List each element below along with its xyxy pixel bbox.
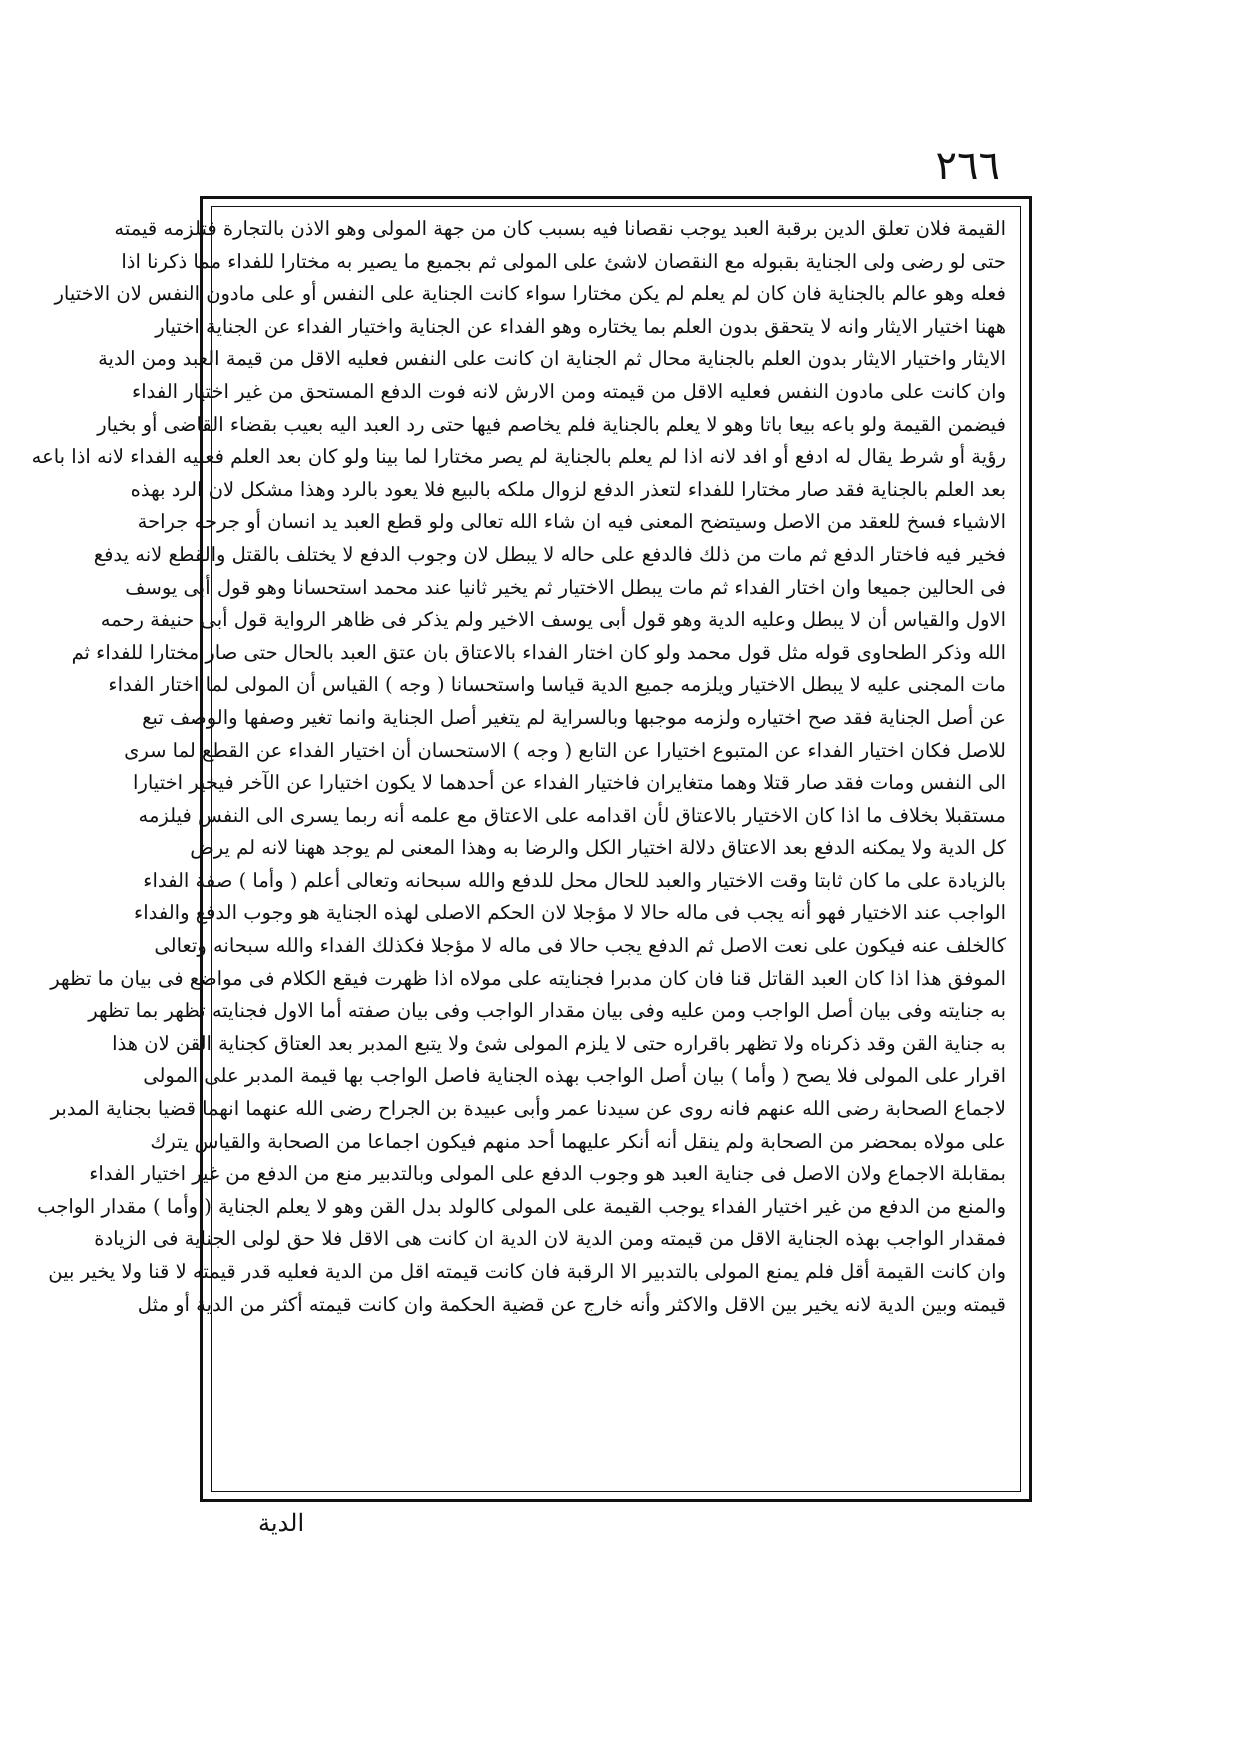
text-line: رؤية أو شرط يقال له ادفع أو افد لانه اذا لم يعلم بالجناية لم يصر مختارا لما بينا ولو كان بعد العلم فعليه الفداء لانه اذا باعه bbox=[31, 445, 1006, 469]
page-frame-inner bbox=[31, 206, 1021, 1492]
text-body bbox=[31, 213, 1006, 1485]
text-line: كالخلف عنه فيكون على نعت الاصل ثم الدفع يجب حالا فى ماله لا مؤجلا فكذلك الفداء والله سبحانه وتعالى bbox=[154, 934, 1006, 958]
text-line: للاصل فكان اختيار الفداء عن المتبوع اختيارا عن التابع ( وجه ) الاستحسان أن اختيار الفداء عن القطع لما سرى bbox=[124, 738, 1006, 762]
text-line: الله وذكر الطحاوى قوله مثل قول محمد ولو كان اختار الفداء بالاعتاق بان عتق العبد بالحال حتى صار مختارا للفداء ثم bbox=[71, 640, 1006, 664]
text-line: والمنع من الدفع من غير اختيار الفداء يوجب القيمة على المولى كالولد بدل القن وهو لا يعلم الجناية ( وأما ) مقدار الواجب bbox=[37, 1194, 1006, 1218]
text-line: فخير فيه فاختار الدفع ثم مات من ذلك فالدفع على حاله لا يبطل لان وجوب الدفع لا يختلف بالقتل والقطع لانه يدفع bbox=[93, 542, 1006, 566]
text-line: قيمته وبين الدية لانه يخير بين الاقل والاكثر وأنه خارج عن قضية الحكمة وان كانت قيمته أكثر من الدية أو مثل bbox=[137, 1292, 1006, 1316]
page-number: ٢٦٦ bbox=[935, 143, 1000, 189]
catchword: الدية bbox=[258, 1509, 305, 1537]
text-line: عن أصل الجناية فقد صح اختياره ولزمه موجبها وبالسراية لم يتغير أصل الجناية وانما تغير وصفها والوصف تبع bbox=[142, 705, 1006, 729]
text-line: الموفق هذا اذا كان العبد القاتل قنا فان كان مدبرا فجنايته على مولاه اذا ظهرت فيقع الكلام فى مواضع فى بيان ما تظهر bbox=[50, 966, 1006, 990]
text-line: بالزيادة على ما كان ثابتا وقت الاختيار والعبد للحال محل للدفع والله سبحانه وتعالى أعلم ( وأما ) صفة الفداء bbox=[143, 868, 1006, 892]
text-line: مات المجنى عليه لا يبطل الاختيار ويلزمه جميع الدية قياسا واستحسانا ( وجه ) القياس أن المولى لما اختار الفداء bbox=[108, 673, 1006, 697]
text-line: بمقابلة الاجماع ولان الاصل فى جناية العبد هو وجوب الدفع على المولى وبالتدبير منع من الدفع من غير اختيار الفداء bbox=[89, 1162, 1006, 1186]
text-line: وان كانت على مادون النفس فعليه الاقل من قيمته ومن الارش لانه فوت الدفع المستحق من غير اختيار الفداء bbox=[132, 379, 1006, 403]
text-line: على مولاه بمحضر من الصحابة ولم ينقل أنه أنكر عليهما أحد منهم فيكون اجماعا من الصحابة والقياس يترك bbox=[150, 1129, 1006, 1153]
text-line: الاول والقياس أن لا يبطل وعليه الدية وهو قول أبى يوسف الاخير ولم يذكر فى ظاهر الرواية قول أبى حنيفة رحمه bbox=[100, 608, 1006, 632]
text-line: فيضمن القيمة ولو باعه بيعا باتا وهو لا يعلم بالجناية فلم يخاصم فيها حتى رد العبد اليه بعيب بقضاء القاضى أو بخيار bbox=[97, 412, 1006, 436]
text-line: اقرار على المولى فلا يصح ( وأما ) بيان أصل الواجب بهذه الجناية فاصل الواجب بها قيمة المدبر على المولى bbox=[143, 1064, 1006, 1088]
text-line: وان كانت القيمة أقل فلم يمنع المولى بالتدبير الا الرقبة فان كانت قيمته اقل من الدية فعليه قدر قيمته لا قنا ولا يخير بين bbox=[48, 1260, 1006, 1283]
text-line: فعله وهو عالم بالجناية فان كان لم يعلم لم يكن مختارا سواء كانت الجناية على النفس أو على مادون النفس لان الاختيار bbox=[54, 282, 1006, 306]
text-line: مستقبلا بخلاف ما اذا كان الاختيار بالاعتاق لأن اقدامه على الاعتاق مع علمه أنه ربما يسرى الى النفس فيلزمه bbox=[138, 803, 1006, 827]
text-line: حتى لو رضى ولى الجناية بقبوله مع النقصان لاشئ على المولى ثم بجميع ما يصير به مختارا للفداء مما ذكرنا اذا bbox=[121, 249, 1006, 273]
text-line: ههنا اختيار الايثار وانه لا يتحقق بدون العلم بما يختاره وهو الفداء عن الجناية واختيار الفداء عن الجناية اختيار bbox=[155, 314, 1006, 338]
text-line: الاشياء فسخ للعقد من الاصل وسيتضح المعنى فيه ان شاء الله تعالى ولو قطع العبد يد انسان أو جرحه جراحة bbox=[137, 510, 1006, 534]
text-line: الواجب عند الاختيار فهو أنه يجب فى ماله حالا لا مؤجلا لان الحكم الاصلى لهذه الجناية هو وجوب الدفع والفداء bbox=[134, 901, 1006, 925]
text-line: فمقدار الواجب بهذه الجناية الاقل من قيمته ومن الدية لان الدية ان كانت هى الاقل فلا حق لولى الجناية فى الزيادة bbox=[94, 1227, 1006, 1251]
text-line: به جناية القن وقد ذكرناه ولا تظهر باقراره حتى لا يلزم المولى شئ ولا يتبع المدبر بعد العتاق كجناية القن لان هذا bbox=[112, 1031, 1006, 1055]
text-line: الايثار واختيار الايثار بدون العلم بالجناية محال ثم الجناية ان كانت على النفس فعليه الاقل من قيمة العبد ومن الدية bbox=[98, 347, 1006, 371]
text-line: به جنايته وفى بيان أصل الواجب ومن عليه وفى بيان مقدار الواجب وفى بيان صفته أما الاول فجنايته تظهر بما تظهر bbox=[88, 999, 1006, 1023]
text-line: كل الدية ولا يمكنه الدفع بعد الاعتاق دلالة اختيار الكل والرضا به وهذا المعنى لم يوجد ههنا لانه لم يرض bbox=[190, 836, 1006, 860]
text-line: الى النفس ومات فقد صار قتلا وهما متغايران فاختيار الفداء عن أحدهما لا يكون اختيارا عن الآخر فيخير اختيارا bbox=[133, 771, 1006, 795]
text-line: فى الحالين جميعا وان اختار الفداء ثم مات يبطل الاختيار ثم يخير ثانيا عند محمد استحسانا وهو قول أبى يوسف bbox=[125, 575, 1006, 599]
text-line: لاجماع الصحابة رضى الله عنهم فانه روى عن سيدنا عمر وأبى عبيدة بن الجراح رضى الله عنهما انهما قضيا بجناية المدبر bbox=[50, 1097, 1006, 1121]
text-line: بعد العلم بالجناية فقد صار مختارا للفداء لتعذر الدفع لزوال ملكه بالبيع فلا يعود بالرد وهذا مشكل لان الرد بهذه bbox=[130, 477, 1006, 501]
text-line: القيمة فلان تعلق الدين برقبة العبد يوجب نقصانا فيه بسبب كان من جهة المولى وهو الاذن بالتجارة فتلزمه قيمته bbox=[114, 217, 1006, 240]
